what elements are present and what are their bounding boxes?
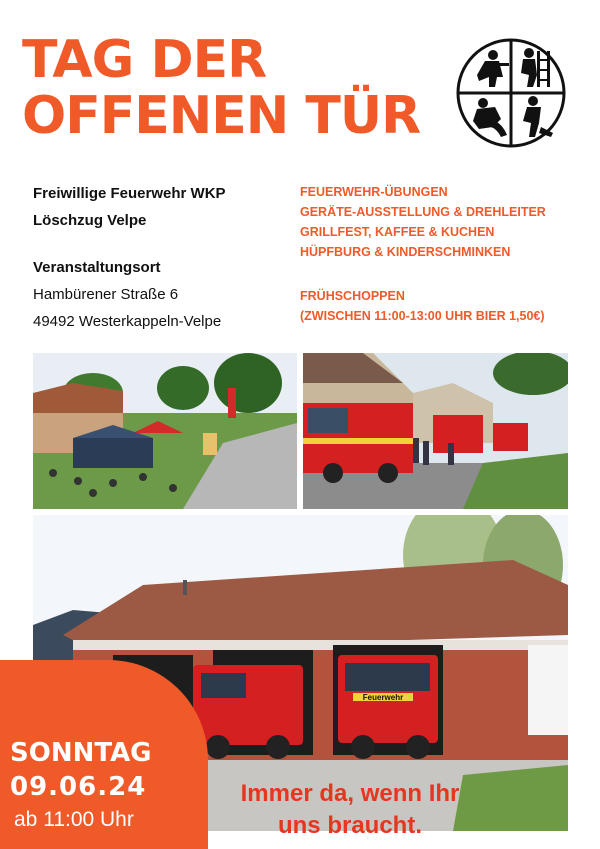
activity-item: HÜPFBURG & KINDERSCHMINKEN (300, 245, 511, 259)
slogan-line-2: uns braucht. (277, 812, 422, 839)
venue-block (33, 254, 221, 335)
activity-item: FEUERWEHR-ÜBUNGEN (300, 185, 448, 199)
title-line-1: TAG DER (22, 30, 267, 90)
event-day: SONNTAG (10, 738, 152, 768)
photo-festival-grounds (33, 353, 297, 509)
photo-trucks-street (303, 353, 568, 509)
fruehschoppen-block (300, 286, 545, 326)
slogan-line-1: Immer da, wenn Ihr (240, 780, 460, 807)
event-date: 09.06.24 (10, 772, 147, 802)
fruehschoppen-title: FRÜHSCHOPPEN (300, 289, 405, 303)
organization-unit: Löschzug Velpe (33, 212, 147, 229)
truck-label: Feuerwehr (362, 693, 404, 702)
event-time: ab 11:00 Uhr (14, 808, 134, 831)
slogan (200, 778, 500, 842)
venue-street: Hambürener Straße 6 (33, 286, 179, 303)
activity-item: GERÄTE-AUSSTELLUNG & DREHLEITER (300, 205, 546, 219)
venue-city: 49492 Westerkappeln-Velpe (33, 313, 222, 330)
activity-item: GRILLFEST, KAFFEE & KUCHEN (300, 225, 495, 239)
page-title (22, 32, 420, 144)
fire-brigade-emblem-icon (455, 37, 567, 149)
venue-heading: Veranstaltungsort (33, 259, 161, 276)
organization-name: Freiwillige Feuerwehr WKP (33, 185, 226, 202)
organization-block (33, 180, 226, 234)
fruehschoppen-details: (ZWISCHEN 11:00-13:00 UHR BIER 1,50€) (300, 309, 545, 323)
activities-list (300, 182, 546, 262)
title-line-2: OFFENEN TÜR (22, 86, 421, 146)
